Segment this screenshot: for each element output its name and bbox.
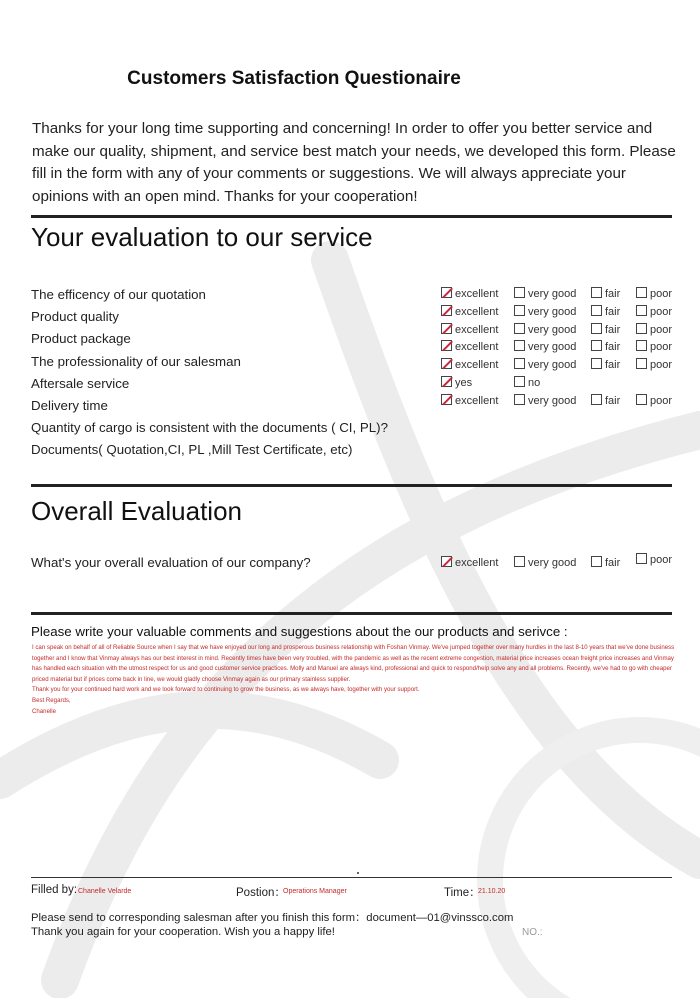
option-poor[interactable]: poor [636,339,672,357]
checkbox-icon[interactable] [514,358,525,369]
answer-row-cargo-quantity [441,393,676,411]
option-fair[interactable]: fair [591,555,620,573]
question-product-package: Product package [31,331,131,347]
answer-grid [441,286,676,411]
option-excellent[interactable]: excellent [441,304,498,322]
page-title: Customers Satisfaction Questionaire [127,68,461,89]
option-fair[interactable]: fair [591,322,620,340]
section-divider [31,215,672,218]
answer-row-delivery-time [441,375,676,393]
checkbox-icon[interactable] [514,287,525,298]
option-poor[interactable]: poor [636,286,672,304]
checkbox-icon[interactable] [636,340,647,351]
checkbox-icon[interactable] [591,358,602,369]
position-label: Postion： [236,887,286,899]
option-very-good[interactable]: very good [514,322,576,340]
option-excellent[interactable]: excellent [441,322,498,340]
checkbox-checked-icon[interactable] [441,305,452,316]
option-excellent[interactable]: excellent [441,393,498,411]
comments-thanks: Thank you for your continued hard work and we look forward to continuing to grow the business, as we always have, together with your support. [32,686,420,694]
comments-prompt: Please write your valuable comments and suggestions about the our products and serivce : [31,624,568,639]
option-very-good[interactable]: very good [514,393,576,411]
option-excellent[interactable]: excellent [441,339,498,357]
checkbox-icon[interactable] [636,287,647,298]
checkbox-icon[interactable] [514,376,525,387]
option-excellent[interactable]: excellent [441,286,498,304]
checkbox-icon[interactable] [636,358,647,369]
checkbox-icon[interactable] [514,305,525,316]
answer-row-product-package [441,322,676,340]
question-cargo-quantity: Quantity of cargo is consistent with the documents ( CI, PL)? [31,420,388,436]
option-very-good[interactable]: very good [514,339,576,357]
checkbox-icon[interactable] [514,394,525,405]
question-documents: Documents( Quotation,CI, PL ,Mill Test Certificate, etc) [31,442,353,458]
checkbox-icon[interactable] [636,305,647,316]
option-very-good[interactable]: very good [514,555,576,573]
overall-heading: Overall Evaluation [31,496,242,526]
option-fair[interactable]: fair [591,393,620,411]
service-heading: Your evaluation to our service [31,222,373,252]
thanks-note: Thank you again for your cooperation. Wish you a happy life! [31,926,335,938]
option-no[interactable]: no [514,375,540,393]
checkbox-icon[interactable] [591,556,602,567]
comments-text [32,643,677,717]
option-excellent[interactable]: excellent [441,555,498,573]
question-product-quality: Product quality [31,309,119,325]
option-fair[interactable]: fair [591,304,620,322]
footer-divider [31,877,672,878]
stray-dot [357,872,359,874]
time-value: 21.10.20 [478,888,506,895]
comments-regards: Best Regards, [32,696,71,704]
option-fair[interactable]: fair [591,357,620,375]
answer-row-salesman [441,339,676,357]
checkbox-checked-icon[interactable] [441,340,452,351]
option-fair[interactable]: fair [591,339,620,357]
checkbox-checked-icon[interactable] [441,376,452,387]
option-poor[interactable]: poor [636,322,672,340]
intro-paragraph: Thanks for your long time supporting and concerning! In order to offer you better service and make our quality, shipment, and service best match your needs, we developed this form. Please fill in the form with any of your comments or suggestions. We will always appreciate your opinions with an open mind. Thanks for your cooperation! [32,120,676,205]
checkbox-checked-icon[interactable] [441,556,452,567]
comments-body: I can speak on behalf of all of Reliable Source when I say that we have enjoyed our long and prosperous business relationship with Foshan Vinmay. We've jumped together over many hurdles in the last 8-10 years that we've done business together and I know that Vinmay always has our best interest in mind. Recently times have been very troubled, with the pandemic as well as the recent extreme congestion, material price increases ocean freight price increases and Vinmay has handled each situation with the utmost respect for us and good customer service practices. Molly and Manuel are always kind, professional and quick to respond/help solve any and all problems. Recently, we've had to go with cheaper priced material but if prices come back in line, we would gladly choose Vinmay again as our primary stainless supplier. [32,644,675,683]
checkbox-checked-icon[interactable] [441,323,452,334]
checkbox-icon[interactable] [636,323,647,334]
question-list [31,284,431,462]
send-note: Please send to corresponding salesman after you finish this form：document—01@vinssco.com [31,912,514,924]
option-very-good[interactable]: very good [514,357,576,375]
option-very-good[interactable]: very good [514,304,576,322]
comments-signature: Chanelle [32,707,57,715]
checkbox-icon[interactable] [591,394,602,405]
checkbox-icon[interactable] [514,556,525,567]
checkbox-icon[interactable] [591,287,602,298]
checkbox-icon[interactable] [636,553,647,564]
checkbox-checked-icon[interactable] [441,394,452,405]
form-number-label: NO.: [522,927,543,938]
option-excellent[interactable]: excellent [441,357,498,375]
position-value: Operations Manager [283,888,347,895]
checkbox-checked-icon[interactable] [441,287,452,298]
option-very-good[interactable]: very good [514,286,576,304]
answer-row-quotation [441,286,676,304]
option-poor[interactable]: poor [636,552,672,570]
answer-row-aftersale [441,357,676,375]
checkbox-icon[interactable] [636,394,647,405]
time-label: Time： [444,887,481,899]
checkbox-icon[interactable] [514,323,525,334]
option-fair[interactable]: fair [591,286,620,304]
section-divider [31,612,672,615]
checkbox-icon[interactable] [591,340,602,351]
answer-row-overall [441,555,676,573]
overall-question: What's your overall evaluation of our company? [31,555,311,570]
question-aftersale: Aftersale service [31,375,130,391]
option-poor[interactable]: poor [636,357,672,375]
checkbox-icon[interactable] [591,305,602,316]
option-poor[interactable]: poor [636,393,672,411]
answer-row-product-quality [441,304,676,322]
checkbox-checked-icon[interactable] [441,358,452,369]
option-poor[interactable]: poor [636,304,672,322]
question-salesman: The professionality of our salesman [31,353,241,369]
question-delivery-time: Delivery time [31,397,108,413]
checkbox-icon[interactable] [514,340,525,351]
section-divider [31,484,672,487]
option-yes[interactable]: yes [441,375,472,393]
question-quotation: The efficency of our quotation [31,287,206,302]
filled-by-value: Chanelle Velarde [78,888,132,895]
filled-by-label: Filled by: [31,884,78,896]
checkbox-icon[interactable] [591,323,602,334]
